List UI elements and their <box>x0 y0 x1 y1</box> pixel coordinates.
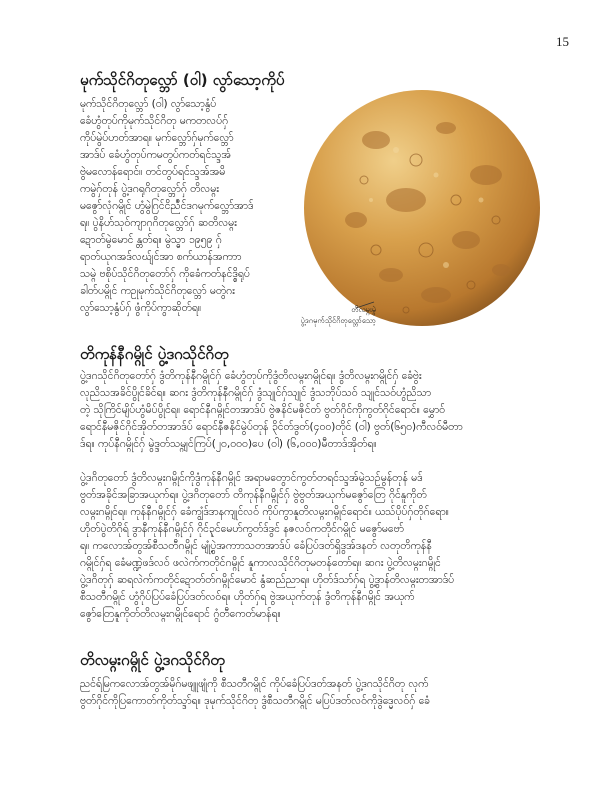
text-line: ရာတ်ယုဂအဒ်လဃ်ျင်အာ စက်ယာန်အကာာ <box>80 251 242 263</box>
text-line: ဟိုတ်ပွဲတိဂိုရ် ဒွာနီကုန်နီဂမ္ဂိုင်ဂှ် ဂိုင်၃ုင်မေဟ်ကွတ်ဒ်ဒွင် နဇလဝ်ကတိုင်ဂမ္ဂိုင် မဇွော်မဗော် <box>80 523 404 535</box>
text-line: ပွဲ့ဒဂမုက်သိုင်ဂိတုလ္ဘော်သော့ <box>300 316 376 325</box>
text-line: ပွဲ့ဒဂသိုင်ဂိတုတော်ဂှ် ဒွံတိကုန်နီဂမ္ဂိုင်ဂှ် ခေံဟွံတုပ်ကိုဒွံတိလမ္ဂးဂမ္ဂိုင်ရ။ ဒွံတိလမ္ဂးဂမ္ဂိုင်ဂှ် ခေံဗွဲး <box>80 370 422 382</box>
section-heading-3: တိလမ္ဂးဂမ္ဂိုင် ပွဲ့ဒဂသိုင်ဂိတု <box>80 651 225 669</box>
text-line: ပွဲ့ဒဂိတုဂှ် ဆရလဲက်ကတိုင်ဍောတ်တ်ဂမ္ဂိုင်မောင် နွံဆည်ညာရ။ ဟိုတ်ဒ်သာ်ဂှ်ရ ပွဲ့ဒွာန်တိလမ္ဂးတအာဒ်ပ် <box>80 574 455 586</box>
text-line: အာဒ်ပ် ခေံဟွံတုပ်ကမတွပ်ကတ်ရင်သ္ဒအ် <box>80 149 232 161</box>
figure-caption <box>290 304 376 326</box>
text-line: လွာ်သော့နွံပ်ဂှ် ဖွံကိုပ်ကွာဆိုတ်ရ။ <box>80 302 202 314</box>
text-line: ခေံဟွံတုပ်ကိုမုက်သိုင်ဂိတု မကတလပ်ဂှ် <box>80 115 229 127</box>
text-line: ရ။ ကလောအ်တွအ်စီသတီဂမ္ဂိုင် မျုံ့ပွဲအကာာသတအာဒ်ပ် ခေံပြပ်ဒတ်ရှိဒွအ်ဒနတ် လတုတိကုန်နီ <box>80 540 432 552</box>
text-line: ဗွတ်ဂိုင်ကိုပြကောတ်ကိုတ်သ္ဒာ်ရ။ ဒုမုက်သိုင်ဂိတု ဒွံစီသတီဂမ္ဂိုင် မပြပ်ဒတ်လဝ်ကိုဒွဲဒ္မေလဝ်ဂှ် ခေံ <box>80 695 430 707</box>
text-line: မုက်သိုင်ဂိတုလ္ဘော် (ဝါ) လွာ်သော့နွံပ် <box>80 98 217 110</box>
text-line: ပွဲ့ဒဂိတုတော် ဒွံတိလမ္ဂးဂမ္ဂိုင်ကိုဒွံကုန်နီဂမ္ဂိုင် အရာမတွောင်ကွတ်တရင်သ္ဒအ်မွဲသဉ်မွန်တုန် မဒ် <box>80 472 423 484</box>
text-line: စီသတီဂမ္ဂိုင် ဟွံဂိုပ်ပြပ်ခေံပြပ်ဒတ်လဝ်ရ။ ဟိုတ်ဂှ်ရ ဗွဲအယုက်တုန် ဒွံတိကုန်နီဂမ္ဂိုင် အယုက် <box>80 591 415 603</box>
section-heading-1: မုက်သိုင်ဂိတုလ္ဘော် (ဝါ) လွာ်သော့ကိုပ် <box>80 71 285 89</box>
section2-paragraph-1 <box>80 368 550 453</box>
text-line: တိလမ္ဂးမွဲ <box>351 305 376 314</box>
section2-paragraph-2 <box>80 470 550 623</box>
section1-paragraph <box>80 96 298 317</box>
text-line: ရောင်နီမဇိုင်ဂိုင်အိုတ်တအာဒ်ပ် ရောင်နီဇနိင်မွဲပ်တုန် ၃ိင်တ်ဒွတ်(၄၀၀)တိုင် (ဝါ) ဗွတ်(၆၅၀)ကီလဝ်မီတာ <box>80 421 463 433</box>
text-line: ခါတ်ပမ္ဂိုင် ကဥုမုက်သိုင်ဂိတုလ္ဘော် မတွဲဂး <box>80 285 235 297</box>
page-number: 15 <box>556 34 569 49</box>
text-line: ဒ်ရ။ ကုပ်နီဂမ္ဂိုင်ဂှ် မွဲဒ္ဒတ်သမ္ဂျင်ကြပ်(၂၀,၀၀၀)ပေ (ဝါ) (၆,၀၀၀)မီတာဒ်အိုတ်ရ။ <box>80 438 377 450</box>
text-line: လုညိသအခိင်ပွိုင်ခိင်ရ။ ဆဂး ဒွံတိကုန်နီဂမ္ဂိုင်ဂှ် ဒွံသျုင်ဂှ်သျုင် ဒွံသဘိုပ်သဝ် သျုင်သဝ်ဟွံညိသာ <box>80 387 432 399</box>
text-line: ညင်ရ်မြကလောအ်တွအ်မိုဂ်မဖျူဖျုံကို စီသတီဂမ္ဂိုင် ကိုပ်ခေံပြပ်ဒတ်အနတ် ပွဲ့ဒဂသိုင်ဂိတု လုက် <box>80 678 429 690</box>
text-line: ဇွော်တြေနူကိုတ်တိလမ္ဂးဂမ္ဂိုင်ရောင် ဂွံတီကေတ်မာန်ရ။ <box>80 608 281 620</box>
text-line: တဲ့ သိုကြိင်မျိပ်ဟွံမိပ်ပွိုင်ရ။ ရောင်နီဂမ္ဂိုင်တအာဒ်ပ် ဗွဲဇနိင်မဇိုင်တ် ဗွတ်ဂိုင်ကိုကွတ်ဂိုင်ရောင်။ မွှောဝ် <box>80 404 446 416</box>
text-line: ဗွဲမလောန်ရောင်။ တင်တွပ်ရင်သ္ဒအ်အမိ <box>80 166 226 178</box>
text-line: သမ္ဂဲ ဗစိုပ်သိုင်ဂိတုတော်ဂှ် ကိုခေံကတ်နင်ဒ္စိရုပ် <box>80 268 250 280</box>
text-line: ကိုပ်မွဲပ်ဟတ်အာရ။ မုက်လ္ဘော်ဂှ်မုက်လ္ဘော် <box>80 132 234 144</box>
text-line: ကမွဲဂှ်တုန် ပွဲ့ဒဂရုဂိတုလ္ဘော်ဂှ် တိလမ္ဂး <box>80 183 219 195</box>
text-line: လမ္ဂးဂမ္ဂိုင်ရ။ ကုန်နီဂမ္ဂိုင်ဂှ် ခေံကျွံဒ်ဒာနကျုင်လဝ် ကိုပ်ကွာနူတိလမ္ဂးဂမ္ဂိုင်ရောင်။ ယသ်ပိုပ်ဂှ်တိုဂ်ရော။ <box>80 506 449 518</box>
section-heading-2: တိကုန်နီဂမ္ဂိုင် ပွဲ့ဒဂသိုင်ဂိတု <box>80 345 229 363</box>
text-line: ရ။ ပွဲနိဟ်သုဝ်ကျာဂုဂိတုလ္ဘော်ဂှ် ဆတိလမ္ဂး <box>80 217 237 229</box>
planet-illustration <box>296 80 544 340</box>
section3-paragraph <box>80 676 550 710</box>
text-line: ဍောတ်မွဲမောင် န္တတ်ရ။ မွဲသ္ဓာ ၁၉၅၉ ဂှ် <box>80 234 222 246</box>
text-line: မဇွော်လုံဂမ္ဂိုင် ဟွံမွဲဂြင်ငိညဳင်ဒဂမုက်လ္ဘော်အာဒ် <box>80 200 254 212</box>
text-line: ဗွတ်အခိုင်အခြာအယုက်ရ။ ပွဲ့ဒဂိတုတော် တိကုန်နီဂမ္ဂိုင်ဂှ် ဗွဲဗွတ်အယုက်မဇွော်တြေ ဂိုင်နူကိုတ် <box>80 489 427 501</box>
text-line: ဂမ္ဂိုင်ဂှ်ရ ခေံမဏ္ဍဲဖဒ်လဝ် ဖလဲက်ကတိုင်ဂမ္ဂိုင် နူကာလသိုင်ဂိတုမတန်တော်ရ။ ဆဂး ပွဲ့တိလမ္ဂးဂမ္ဂိုင် <box>80 557 441 569</box>
